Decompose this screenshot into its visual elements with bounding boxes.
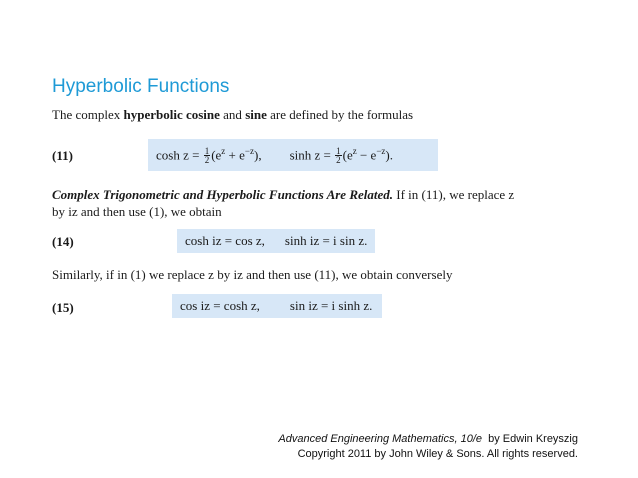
sinh-minus: − e <box>356 146 377 162</box>
fraction-denominator: 2 <box>204 155 210 166</box>
cosh-formula <box>156 146 262 165</box>
cosh-lhs: cosh z = <box>156 146 203 162</box>
sinh-rhs: (e <box>342 146 353 162</box>
relation-paragraph <box>52 186 514 220</box>
eq15-right: sin iz = i sinh z. <box>289 298 373 313</box>
eq14-right: sinh iz = i sin z. <box>284 233 368 248</box>
footer-copyright: Copyright 2011 by John Wiley & Sons. All rights reserved. <box>297 448 578 460</box>
cosh-exponent-1: z <box>221 145 226 156</box>
similarly-paragraph: Similarly, if in (1) we replace z by iz and then use (11), we obtain conversely <box>52 267 453 282</box>
sinh-exponent-2: −z <box>376 145 386 156</box>
footer-book-title: Advanced Engineering Mathematics, 10/e <box>278 433 483 445</box>
relation-rest: If in (11), we replace z <box>393 187 515 202</box>
fraction-numerator: 1 <box>336 146 341 157</box>
intro-paragraph <box>52 106 413 123</box>
eq14-left: cosh iz = cos z, <box>185 233 265 248</box>
footer-credits <box>278 432 578 462</box>
intro-bold-cosine: hyperbolic cosine <box>123 107 220 122</box>
intro-bold-sine: sine <box>245 107 267 122</box>
equation-number-11: (11) <box>52 148 73 163</box>
footer-author: by Edwin Kreyszig <box>482 433 578 445</box>
relation-line-2: by iz and then use (1), we obtain <box>52 204 222 219</box>
cosh-end: ), <box>253 146 262 162</box>
equation-number-15: (15) <box>52 300 74 315</box>
sinh-lhs: sinh z = <box>289 146 335 162</box>
page-title: Hyperbolic Functions <box>52 76 230 97</box>
half-fraction <box>204 147 211 164</box>
intro-mid: and <box>219 107 246 122</box>
eq15-left: cos iz = cosh z, <box>180 298 260 313</box>
sinh-formula <box>290 146 393 165</box>
equation-box-11 <box>148 139 438 171</box>
relation-heading: Complex Trigonometric and Hyperbolic Functions Are Related. <box>52 187 394 202</box>
intro-suffix: are defined by the formulas <box>266 107 414 122</box>
intro-prefix: The complex <box>52 107 124 122</box>
half-fraction <box>335 147 342 164</box>
cosh-exponent-2: −z <box>244 145 254 156</box>
cosh-plus: + e <box>225 146 245 162</box>
equation-box-15 <box>172 294 382 318</box>
sinh-exponent-1: z <box>352 145 357 156</box>
fraction-denominator: 2 <box>336 155 341 166</box>
cosh-rhs: (e <box>211 146 222 162</box>
equation-number-14: (14) <box>52 234 74 249</box>
fraction-numerator: 1 <box>204 146 210 157</box>
sinh-end: ). <box>385 146 393 162</box>
equation-box-14 <box>177 229 375 253</box>
